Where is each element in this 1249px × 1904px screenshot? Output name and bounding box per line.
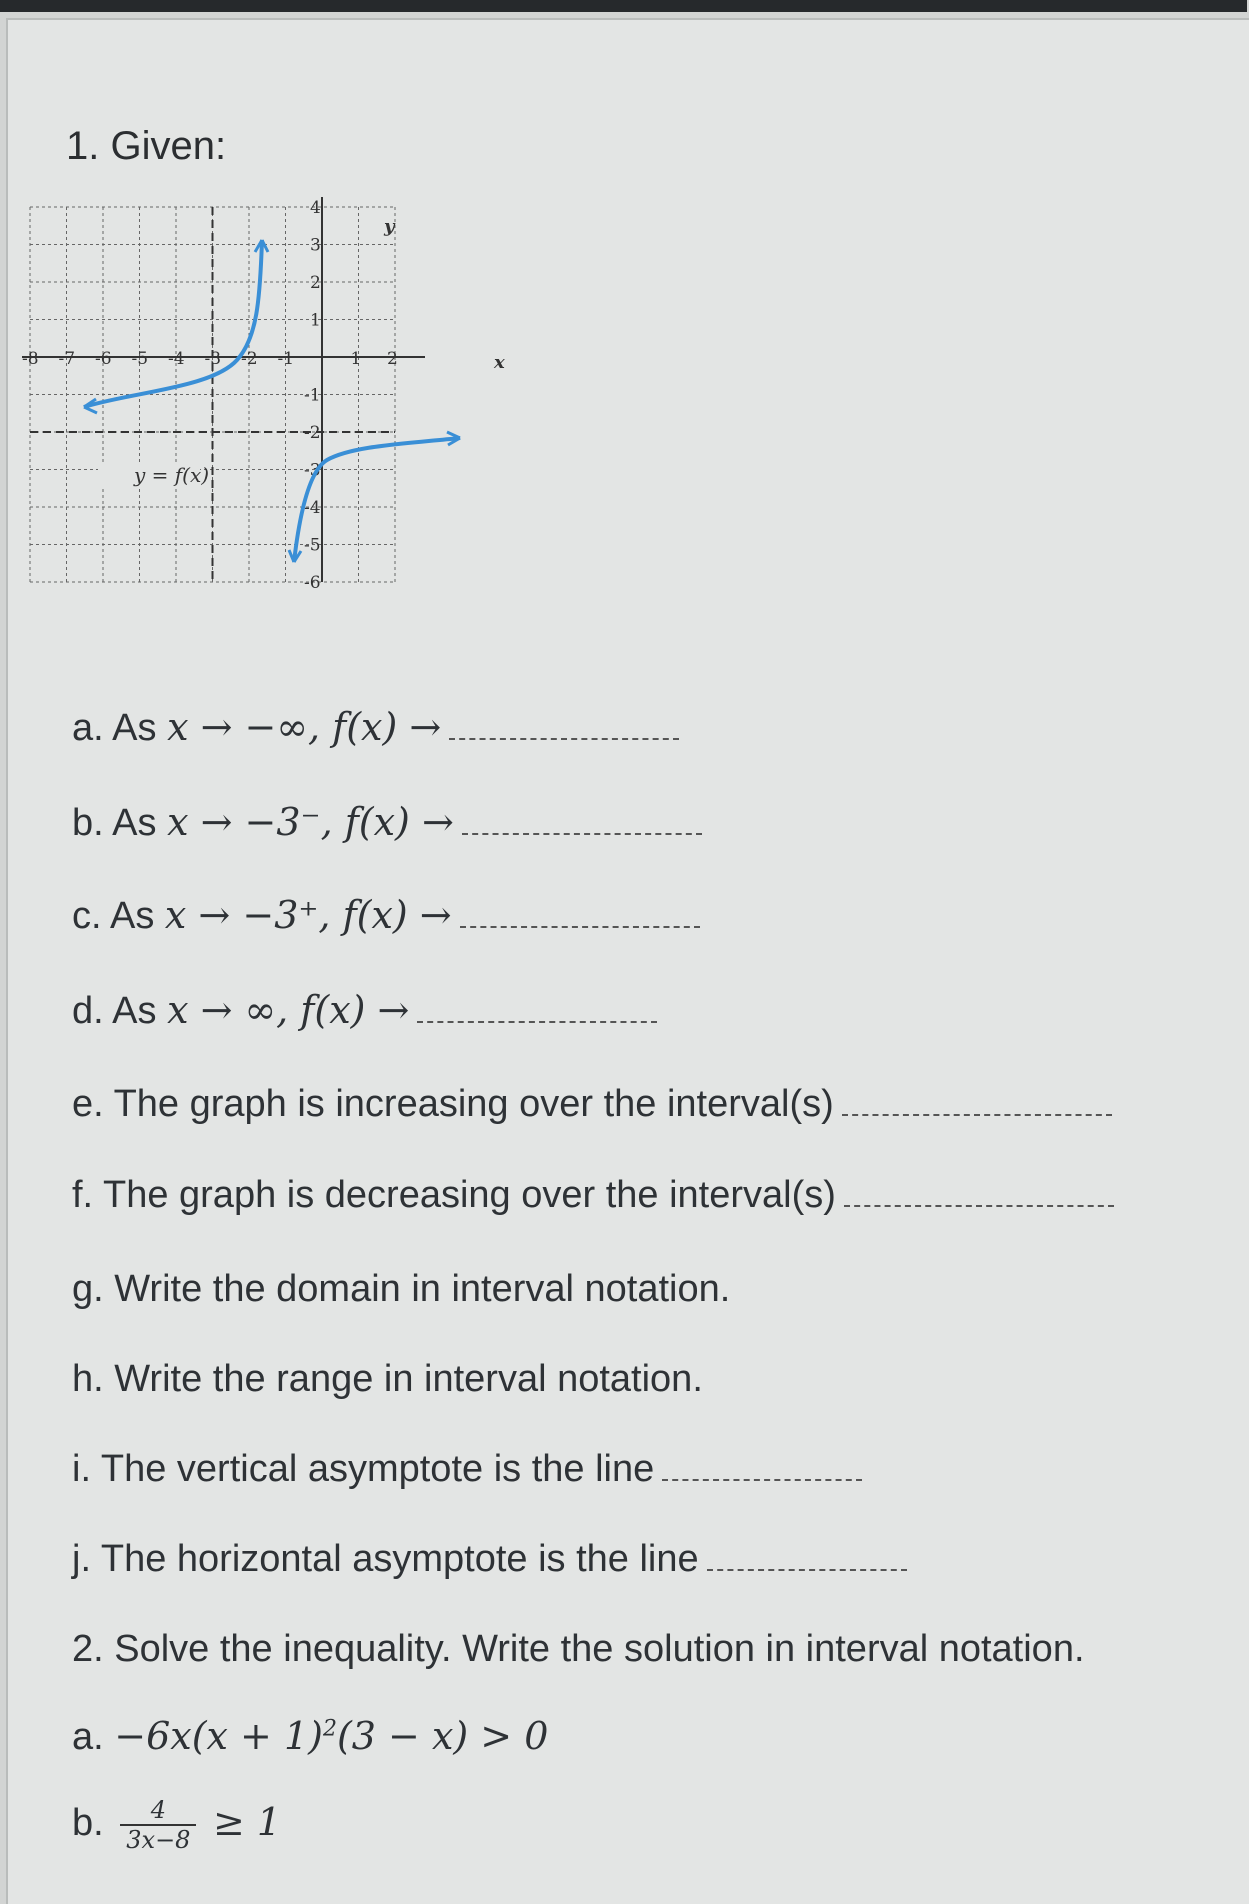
- function-graph: [22, 198, 512, 680]
- y-tick-label: -6: [304, 573, 321, 593]
- question-1a: a. As x → −∞, f(x) →: [72, 705, 679, 750]
- y-tick-label: -4: [304, 498, 321, 518]
- question-1e: e. The graph is increasing over the interval(s): [72, 1083, 1112, 1126]
- answer-blank-f[interactable]: [844, 1204, 1114, 1207]
- x-tick-label: -2: [241, 349, 258, 369]
- question-2b: b. $\frac{4}{3x-8}$ ≥ 1: [72, 1796, 282, 1854]
- fraction: $\frac{4}{3x-8}$: [120, 1796, 196, 1854]
- y-tick-label: 3: [310, 235, 321, 256]
- x-tick-label: -4: [168, 349, 185, 369]
- x-tick-label: 2: [387, 349, 398, 369]
- answer-blank-i[interactable]: [662, 1478, 862, 1481]
- function-label: y = f(x): [134, 463, 210, 487]
- question-1j: j. The horizontal asymptote is the line: [72, 1538, 907, 1581]
- x-axis-label: x: [494, 352, 505, 373]
- question-1f: f. The graph is decreasing over the interval(s): [72, 1174, 1114, 1217]
- top-bar: [0, 0, 1247, 12]
- question-1h: h. Write the range in interval notation.: [72, 1358, 703, 1400]
- answer-blank-d[interactable]: [417, 1020, 657, 1023]
- x-tick-label: -5: [131, 349, 149, 369]
- curve-left-branch: [84, 240, 262, 407]
- answer-blank-c[interactable]: [460, 925, 700, 928]
- y-tick-label: -1: [304, 385, 321, 406]
- y-tick-label: -3: [304, 460, 321, 481]
- y-tick-label: 2: [310, 273, 321, 293]
- x-tick-label: 1: [350, 349, 362, 369]
- answer-blank-j[interactable]: [707, 1568, 907, 1571]
- x-tick-label: -7: [58, 349, 76, 369]
- y-tick-label: 4: [310, 198, 321, 218]
- answer-blank-b[interactable]: [462, 832, 702, 835]
- question-1d: d. As x → ∞, f(x) →: [72, 988, 657, 1033]
- y-tick-label: -2: [304, 423, 321, 443]
- y-tick-label: -5: [304, 535, 321, 556]
- question-2a: a. $-6x(x + 1)^2(3 - x) > 0$: [72, 1714, 549, 1758]
- x-tick-label: -6: [95, 349, 112, 369]
- question-1c: c. As x → −3⁺, f(x) →: [72, 893, 700, 938]
- y-axis-label: y: [384, 216, 395, 237]
- x-tick-label: -3: [204, 349, 222, 369]
- x-tick-label: -1: [277, 349, 295, 369]
- question-1i: i. The vertical asymptote is the line: [72, 1448, 862, 1491]
- question-1g: g. Write the domain in interval notation.: [72, 1268, 731, 1310]
- graph-tick-labels: [22, 198, 398, 593]
- question-1-title: 1. Given:: [66, 124, 227, 168]
- answer-blank-a[interactable]: [449, 737, 679, 740]
- question-1b: b. As x → −3⁻, f(x) →: [72, 800, 702, 845]
- y-tick-label: 1: [310, 310, 321, 331]
- question-2-title: 2. Solve the inequality. Write the solution in interval notation.: [72, 1628, 1085, 1670]
- answer-blank-e[interactable]: [842, 1113, 1112, 1116]
- x-tick-label: -8: [22, 349, 39, 369]
- graph-axes: [22, 197, 425, 582]
